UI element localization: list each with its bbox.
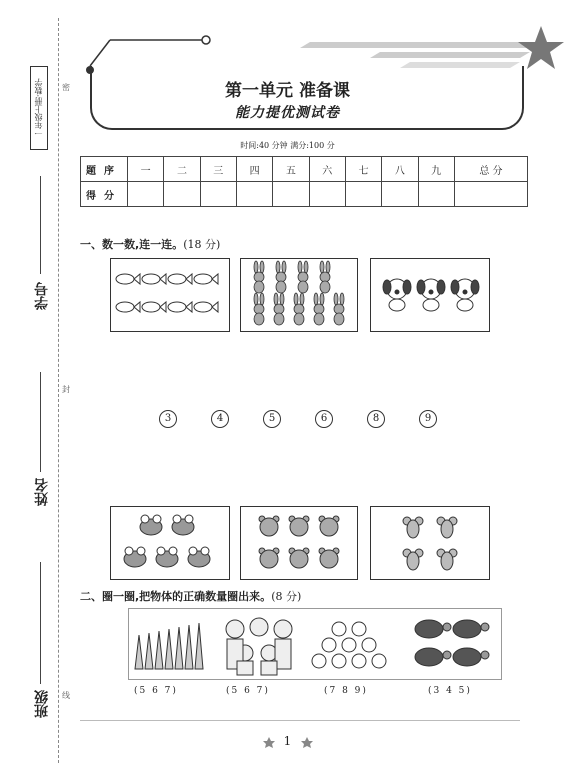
score-cell[interactable] (128, 182, 164, 207)
rabbit-box[interactable] (240, 258, 358, 332)
section-1-title-text: 一、数一数,连一连。 (80, 238, 184, 251)
bear-box[interactable] (240, 506, 358, 580)
footer-divider (80, 720, 520, 721)
col-8: 八 (382, 157, 418, 182)
score-cell[interactable] (236, 182, 272, 207)
frog-box[interactable] (110, 506, 230, 580)
score-cell[interactable] (418, 182, 454, 207)
name-label: 姓名 (34, 478, 50, 506)
student-id-label: 学号 (34, 282, 50, 310)
col-2: 二 (164, 157, 200, 182)
number-circle-4[interactable]: 4 (211, 410, 229, 428)
row-head-question: 题序 (81, 157, 128, 182)
mouse-icon (371, 507, 489, 579)
col-total: 总 分 (454, 157, 527, 182)
col-1: 一 (128, 157, 164, 182)
score-cell[interactable] (273, 182, 309, 207)
dog-icon (371, 259, 489, 331)
col-5: 五 (273, 157, 309, 182)
section-2-title (80, 588, 301, 604)
number-circle-3[interactable]: 3 (159, 410, 177, 428)
score-table-row-score (81, 182, 528, 207)
grade-tag: 一年级上册·数学 (30, 66, 48, 150)
student-id-line[interactable] (40, 176, 41, 274)
rabbit-icon (241, 259, 357, 331)
section-1-title (80, 236, 220, 252)
page-subtitle: 能力提优测试卷 (235, 105, 340, 121)
row-head-score: 得分 (81, 182, 128, 207)
col-3: 三 (200, 157, 236, 182)
bear-icon (241, 507, 357, 579)
seal-char-bottom: 线 (62, 691, 70, 700)
col-4: 四 (236, 157, 272, 182)
page-title: 第一单元 准备课 (225, 81, 350, 101)
seal-char-mid: 封 (62, 385, 70, 394)
seal-char-top: 密 (62, 83, 70, 92)
col-7: 七 (345, 157, 381, 182)
choice-people[interactable]: (5 6 7) (226, 686, 270, 696)
score-cell[interactable] (454, 182, 527, 207)
fish-icon (111, 259, 229, 331)
score-cell[interactable] (200, 182, 236, 207)
section-2-points: (8 分) (271, 590, 302, 603)
number-circle-6[interactable]: 6 (315, 410, 333, 428)
exam-meta: 时间:40 分钟 满分:100 分 (240, 141, 335, 150)
turtle-icon (407, 609, 497, 679)
number-circle-5[interactable]: 5 (263, 410, 281, 428)
score-cell[interactable] (345, 182, 381, 207)
choice-apples[interactable]: (7 8 9) (324, 686, 368, 696)
dog-box[interactable] (370, 258, 490, 332)
apple-icon (309, 609, 399, 679)
col-6: 六 (309, 157, 345, 182)
frog-icon (111, 507, 229, 579)
class-label: 班级 (34, 690, 50, 718)
people-icon (219, 609, 309, 679)
class-line[interactable] (40, 562, 41, 684)
section-2-picture-strip (128, 608, 502, 680)
score-cell[interactable] (309, 182, 345, 207)
choice-turtles[interactable]: (3 4 5) (428, 686, 472, 696)
section-1-points: (18 分) (183, 238, 221, 251)
name-line[interactable] (40, 372, 41, 472)
section-2-title-text: 二、圈一圈,把物体的正确数量圈出来。 (80, 590, 272, 603)
number-circle-8[interactable]: 8 (367, 410, 385, 428)
fish-box[interactable] (110, 258, 230, 332)
mouse-box[interactable] (370, 506, 490, 580)
score-cell[interactable] (382, 182, 418, 207)
choice-pencils[interactable]: (5 6 7) (134, 686, 178, 696)
score-cell[interactable] (164, 182, 200, 207)
number-circle-9[interactable]: 9 (419, 410, 437, 428)
score-table (80, 156, 528, 207)
page-number: 1 (283, 734, 292, 748)
binding-dashed-line (58, 18, 59, 763)
score-table-row-header (81, 157, 528, 182)
col-9: 九 (418, 157, 454, 182)
